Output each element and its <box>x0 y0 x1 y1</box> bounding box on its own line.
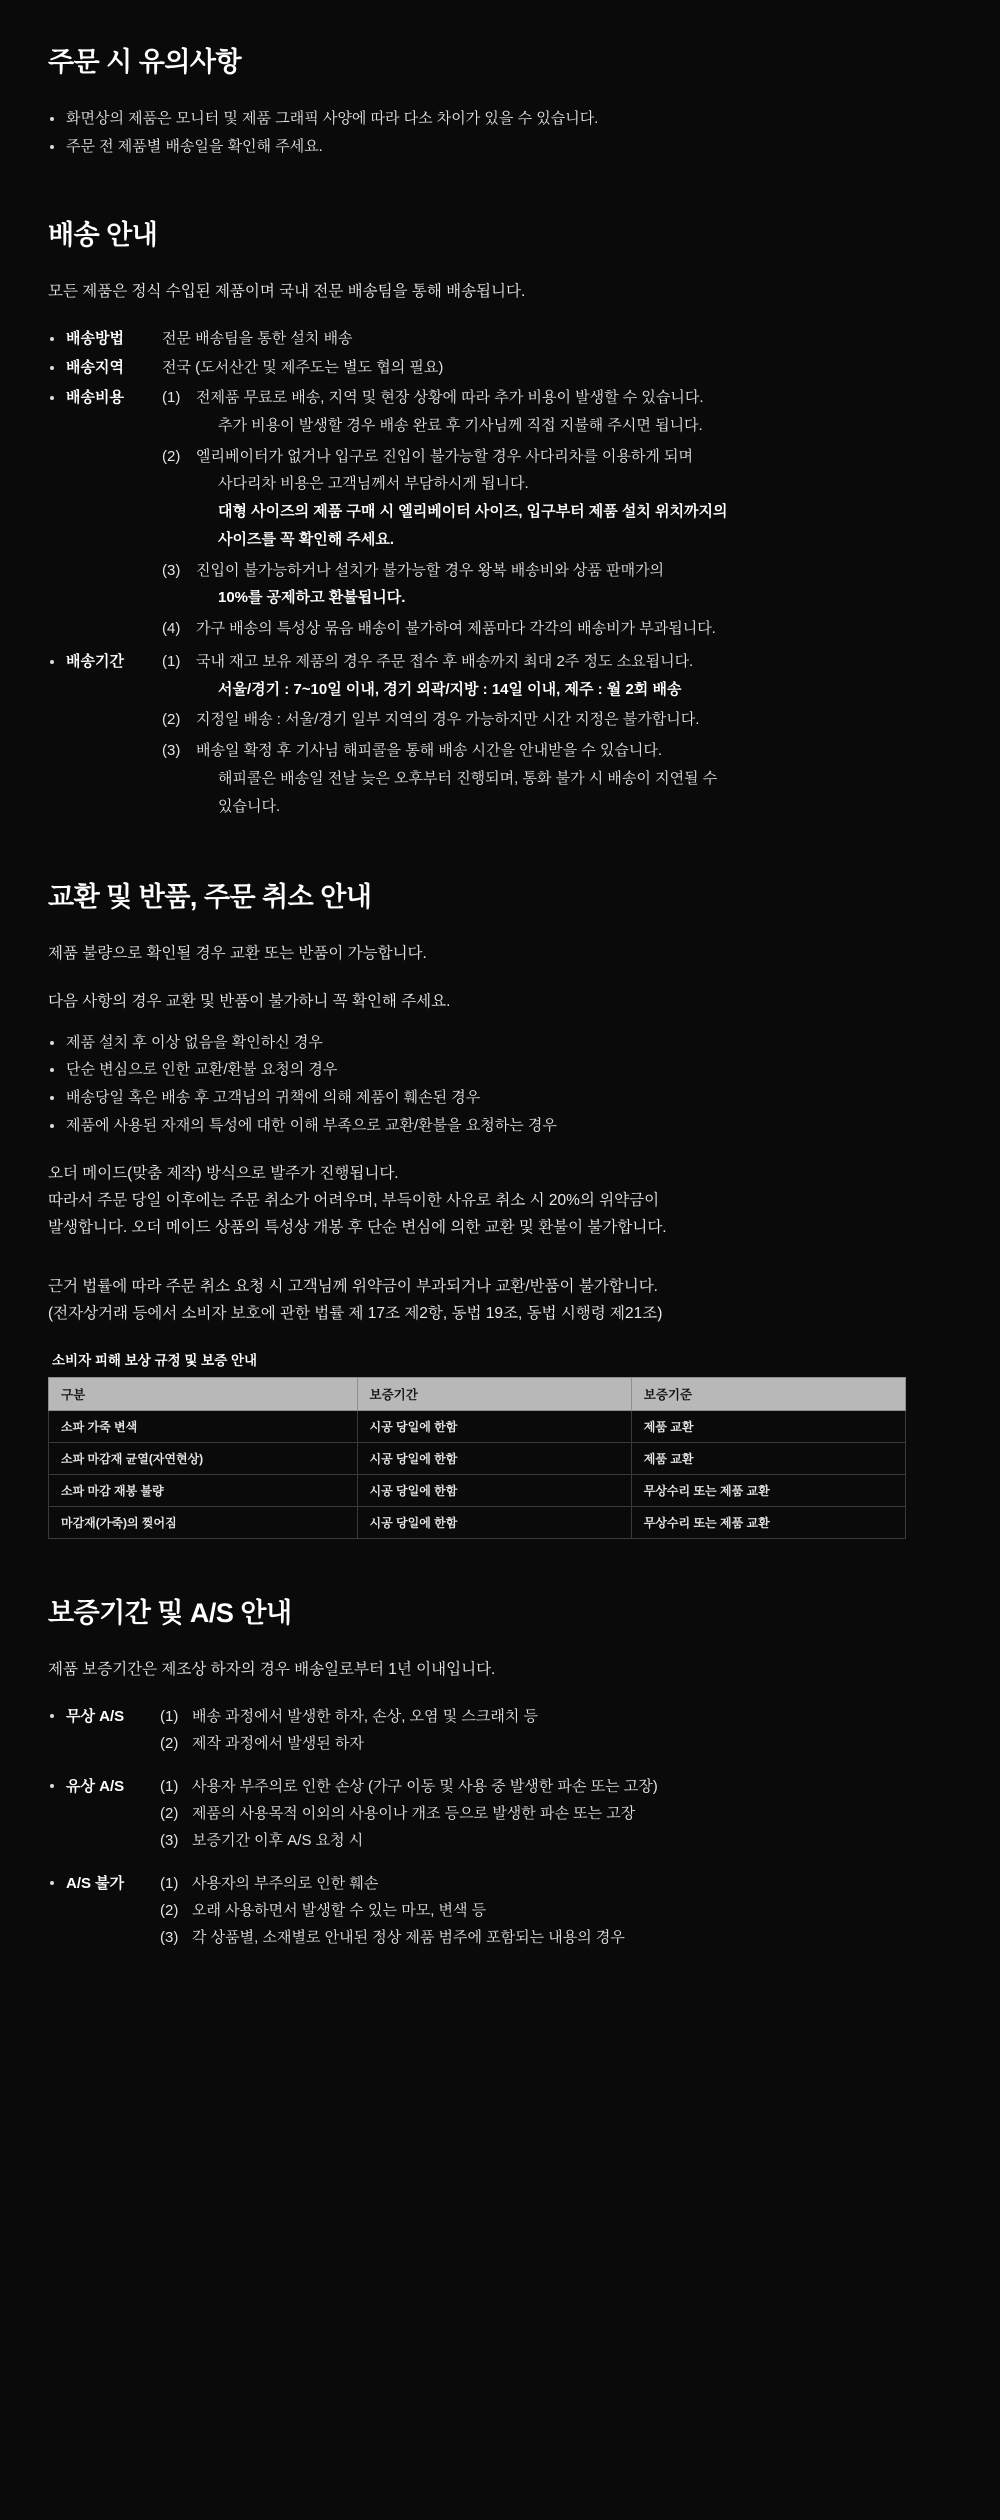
law-line-1: 근거 법률에 따라 주문 취소 요청 시 고객님께 위약금이 부과되거나 교환/반품이 불가합니다. <box>48 1278 658 1295</box>
order-made-line-1: 오더 메이드(맞춤 제작) 방식으로 발주가 진행됩니다. <box>48 1164 399 1182</box>
item-text: 가구 배송의 특성상 묶음 배송이 불가하여 제품마다 각각의 배송비가 부과됩니다. <box>196 620 716 638</box>
item-text: 제작 과정에서 발생된 하자 <box>192 1735 364 1753</box>
list-item: 주문 전 제품별 배송일을 확인해 주세요. <box>48 133 952 161</box>
table-cell: 무상수리 또는 제품 교환 <box>631 1507 905 1539</box>
order-made-line-2: 따라서 주문 당일 이후에는 주문 취소가 어려우며, 부득이한 사유로 취소 시 20%의 위약금이 <box>48 1191 660 1209</box>
spacer <box>48 1140 952 1160</box>
table-cell: 시공 당일에 한함 <box>357 1411 631 1443</box>
list-item <box>162 557 952 613</box>
shipping-region-value: 전국 (도서산간 및 제주도는 별도 협의 필요) <box>162 359 444 377</box>
item-number: (2) <box>162 447 181 465</box>
list-item: 단순 변심으로 인한 교환/환불 요청의 경우 <box>48 1056 952 1084</box>
item-main: 엘리베이터가 없거나 입구로 진입이 불가능할 경우 사다리차를 이용하게 되며 <box>196 447 694 465</box>
shipping-period-value <box>162 648 952 824</box>
as-unavailable-row <box>48 1870 952 1951</box>
shipping-title: 배송 안내 <box>48 219 158 250</box>
exchange-exclusion-list <box>48 1029 952 1140</box>
item-text <box>196 557 952 613</box>
item-main: 국내 재고 보유 제품의 경우 주문 접수 후 배송까지 최대 2주 정도 소요됩니다. <box>196 652 694 670</box>
item-number: (4) <box>162 620 181 638</box>
as-unavailable-items <box>160 1870 952 1951</box>
item-main: 배송일 확정 후 기사님 해피콜을 통해 배송 시간을 안내받을 수 있습니다. <box>196 742 663 760</box>
list-item: 제품에 사용된 자재의 특성에 대한 이해 부족으로 교환/환불을 요청하는 경우 <box>48 1112 952 1140</box>
item-text: 오래 사용하면서 발생할 수 있는 마모, 변색 등 <box>192 1902 487 1920</box>
shipping-method-row <box>48 325 952 353</box>
item-text: 각 상품별, 소재별로 안내된 정상 제품 범주에 포함되는 내용의 경우 <box>192 1929 625 1947</box>
table-row <box>49 1443 906 1475</box>
item-emphasis: 서울/경기 : 7~10일 이내, 경기 외곽/지방 : 14일 이내, 제주 : 월 2회 배송 <box>218 680 682 698</box>
item-number: (3) <box>160 1929 179 1947</box>
shipping-period-list <box>162 648 952 821</box>
item-emphasis: 사이즈를 꼭 확인해 주세요. <box>218 530 395 548</box>
item-text <box>196 737 952 820</box>
item-number: (3) <box>162 742 181 760</box>
list-item <box>162 384 952 440</box>
exchange-return-section <box>48 875 952 1539</box>
table-cell: 소파 가죽 변색 <box>49 1411 358 1443</box>
shipping-section <box>48 213 952 824</box>
item-number: (1) <box>162 389 181 407</box>
table-row <box>49 1475 906 1507</box>
table-cell: 소파 마감재 균열(자연현상) <box>49 1443 358 1475</box>
item-number: (2) <box>160 1735 179 1753</box>
order-notice-title: 주문 시 유의사항 <box>48 47 242 77</box>
list-item <box>160 1773 952 1800</box>
paid-as-label: 유상 A/S <box>66 1778 125 1796</box>
paid-as-row <box>48 1773 952 1854</box>
warranty-table-wrap <box>48 1349 952 1539</box>
order-notice-list <box>48 105 952 161</box>
list-item <box>160 1800 952 1827</box>
table-cell: 소파 마감 재봉 불량 <box>49 1475 358 1507</box>
item-text: 보증기간 이후 A/S 요청 시 <box>192 1832 364 1850</box>
list-item <box>162 706 952 734</box>
item-number: (1) <box>160 1778 179 1796</box>
warranty-table-caption: 소비자 피해 보상 규정 및 보증 안내 <box>52 1353 258 1369</box>
item-main: 전제품 무료로 배송, 지역 및 현장 상황에 따라 추가 비용이 발생할 수 있습니다. <box>196 389 704 407</box>
paid-as-items <box>160 1773 952 1854</box>
item-number: (2) <box>160 1805 179 1823</box>
table-cell: 마감재(가죽)의 찢어짐 <box>49 1507 358 1539</box>
table-cell: 무상수리 또는 제품 교환 <box>631 1475 905 1507</box>
shipping-method-label: 배송방법 <box>66 329 124 347</box>
table-header-row <box>49 1378 906 1411</box>
as-unavailable-label: A/S 불가 <box>66 1875 125 1893</box>
shipping-period-label: 배송기간 <box>66 652 124 670</box>
table-cell: 시공 당일에 한함 <box>357 1475 631 1507</box>
exchange-lead-2: 다음 사항의 경우 교환 및 반품이 불가하니 꼭 확인해 주세요. <box>48 992 451 1010</box>
warranty-as-section <box>48 1591 952 1951</box>
shipping-region-row <box>48 354 952 382</box>
list-item: 제품 설치 후 이상 없음을 확인하신 경우 <box>48 1029 952 1057</box>
shipping-region-label: 배송지역 <box>66 359 124 377</box>
order-notice-section <box>48 40 952 161</box>
table-cell: 시공 당일에 한함 <box>357 1443 631 1475</box>
list-item: 화면상의 제품은 모니터 및 제품 그래픽 사양에 따라 다소 차이가 있을 수 있습니다. <box>48 105 952 133</box>
item-text <box>196 443 952 554</box>
table-cell: 제품 교환 <box>631 1443 905 1475</box>
item-text <box>196 648 952 704</box>
exchange-return-title: 교환 및 반품, 주문 취소 안내 <box>48 882 372 913</box>
column-header: 구분 <box>49 1378 358 1411</box>
spacer <box>48 1261 952 1273</box>
free-as-items <box>160 1703 952 1757</box>
warranty-table <box>48 1377 906 1539</box>
list-item <box>162 615 952 643</box>
list-item <box>162 648 952 704</box>
list-item <box>160 1870 952 1897</box>
item-sub: 추가 비용이 발생할 경우 배송 완료 후 기사님께 직접 지불해 주시면 됩니다. <box>218 416 703 434</box>
column-header: 보증기간 <box>357 1378 631 1411</box>
item-number: (1) <box>162 652 181 670</box>
free-as-row <box>48 1703 952 1757</box>
item-number: (3) <box>162 561 181 579</box>
shipping-cost-label: 배송비용 <box>66 389 124 407</box>
exchange-lead-1: 제품 불량으로 확인될 경우 교환 또는 반품이 가능합니다. <box>48 945 427 963</box>
list-item: 배송당일 혹은 배송 후 고객님의 귀책에 의해 제품이 훼손된 경우 <box>48 1084 952 1112</box>
list-item <box>160 1897 952 1924</box>
shipping-lead: 모든 제품은 정식 수입된 제품이며 국내 전문 배송팀을 통해 배송됩니다. <box>48 282 526 300</box>
item-number: (1) <box>160 1708 179 1726</box>
item-number: (2) <box>160 1902 179 1920</box>
item-number: (3) <box>160 1832 179 1850</box>
item-text: 사용자의 부주의로 인한 훼손 <box>192 1875 379 1893</box>
item-text <box>196 384 952 440</box>
list-item <box>162 737 952 820</box>
table-row <box>49 1507 906 1539</box>
item-number: (2) <box>162 711 181 729</box>
table-cell: 제품 교환 <box>631 1411 905 1443</box>
item-emphasis: 대형 사이즈의 제품 구매 시 엘리베이터 사이즈, 입구부터 제품 설치 위치까지의 <box>218 503 728 521</box>
column-header: 보증기준 <box>631 1378 905 1411</box>
item-number: (1) <box>160 1875 179 1893</box>
shipping-method-value: 전문 배송팀을 통한 설치 배송 <box>162 329 353 347</box>
shipping-cost-row <box>48 384 952 646</box>
list-item <box>160 1924 952 1951</box>
list-item <box>160 1827 952 1854</box>
warranty-lead: 제품 보증기간은 제조상 하자의 경우 배송일로부터 1년 이내입니다. <box>48 1661 496 1679</box>
order-made-line-3: 발생합니다. 오더 메이드 상품의 특성상 개봉 후 단순 변심에 의한 교환 및 환불이 불가합니다. <box>48 1218 667 1236</box>
warranty-as-title: 보증기간 및 A/S 안내 <box>48 1598 292 1629</box>
list-item <box>160 1703 952 1730</box>
item-emphasis: 10%를 공제하고 환불됩니다. <box>218 589 406 607</box>
item-text: 지정일 배송 : 서울/경기 일부 지역의 경우 가능하지만 시간 지정은 불가합니다. <box>196 711 700 729</box>
shipping-cost-value <box>162 384 952 646</box>
item-text: 배송 과정에서 발생한 하자, 손상, 오염 및 스크래치 등 <box>192 1708 538 1726</box>
item-sub: 있습니다. <box>218 797 281 815</box>
table-row <box>49 1411 906 1443</box>
item-text: 사용자 부주의로 인한 손상 (가구 이동 및 사용 중 발생한 파손 또는 고장) <box>192 1778 658 1796</box>
item-sub: 해피콜은 배송일 전날 늦은 오후부터 진행되며, 통화 불가 시 배송이 지연될 수 <box>218 769 718 787</box>
list-item <box>162 443 952 554</box>
list-item <box>160 1730 952 1757</box>
item-sub: 사다리차 비용은 고객님께서 부담하시게 됩니다. <box>218 475 529 493</box>
item-text: 제품의 사용목적 이외의 사용이나 개조 등으로 발생한 파손 또는 고장 <box>192 1805 636 1823</box>
shipping-period-row <box>48 648 952 824</box>
free-as-label: 무상 A/S <box>66 1708 125 1726</box>
item-main: 진입이 불가능하거나 설치가 불가능할 경우 왕복 배송비와 상품 판매가의 <box>196 561 665 579</box>
table-cell: 시공 당일에 한함 <box>357 1507 631 1539</box>
law-line-2: (전자상거래 등에서 소비자 보호에 관한 법률 제 17조 제2항, 동법 19조, 동법 시행령 제21조) <box>48 1305 663 1323</box>
shipping-cost-list <box>162 384 952 643</box>
